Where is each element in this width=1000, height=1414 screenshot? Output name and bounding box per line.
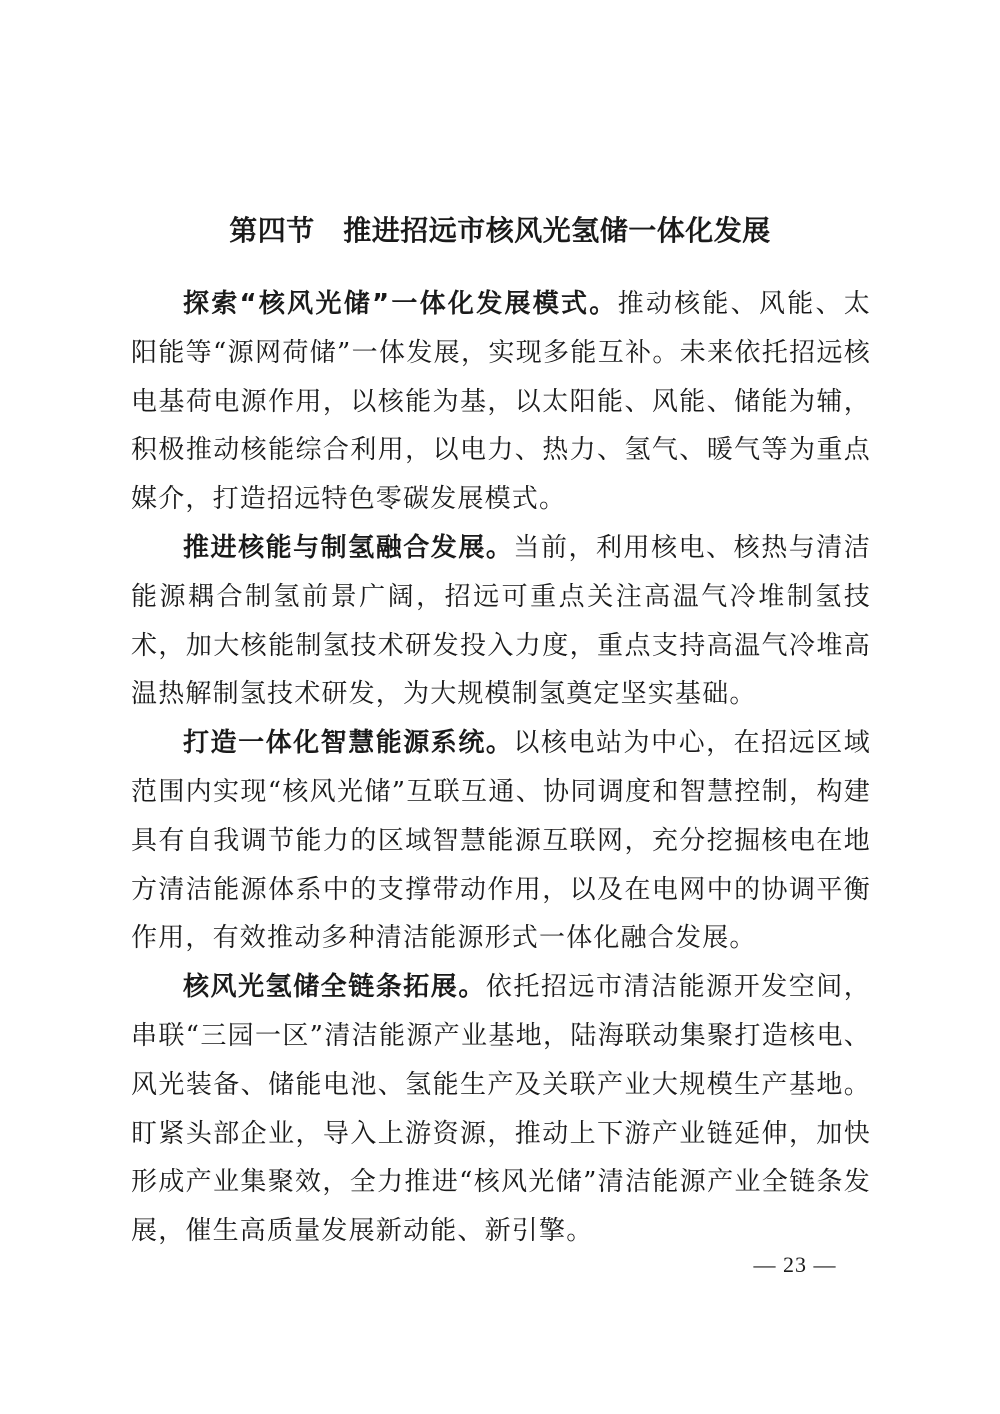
paragraph-lead: 核风光氢储全链条拓展。 xyxy=(183,972,486,1003)
section-title: 第四节 推进招远市核风光氢储一体化发展 xyxy=(229,214,771,248)
paragraph-text: 当前，利用核电、核热与清洁能源耦合制氢前景广阔，招远可重点关注高温气冷堆制氢技术，加大核能制氢技术研发投入力度，重点支持高温气冷堆高温热解制氢技术研发，为大规模制氢奠定坚实基础。 xyxy=(131,532,871,710)
paragraph-text: 依托招远市清洁能源开发空间，串联“三园一区”清洁能源产业基地，陆海联动集聚打造核电、风光装备、储能电池、氢能生产及关联产业大规模生产基地。盯紧头部企业，导入上游资源，推动上下游产业链延伸，加快形成产业集聚效，全力推进“核风光储”清洁能源产业全链条发展，催生高质量发展新动能、新引擎。 xyxy=(131,972,872,1247)
paragraph-text: 推动核能、风能、太阳能等“源网荷储”一体发展，实现多能互补。未来依托招远核电基荷电源作用，以核能为基，以太阳能、风能、储能为辅，积极推动核能综合利用，以电力、热力、氢气、暖气等为重点媒介，打造招远特色零碳发展模式。 xyxy=(131,289,871,515)
paragraph-text: 以核电站为中心，在招远区域范围内实现“核风光储”互联互通、协同调度和智慧控制，构建具有自我调节能力的区域智慧能源互联网，充分挖掘核电在地方清洁能源体系中的支撑带动作用，以及在电网中的协调平衡作用，有效推动多种清洁能源形式一体化融合发展。 xyxy=(131,728,871,954)
paragraph-lead: 打造一体化智慧能源系统。 xyxy=(183,728,514,759)
page-number: — 23 — xyxy=(753,1252,837,1277)
paragraph-lead: 探索“核风光储”一体化发展模式。 xyxy=(183,289,618,319)
paragraph-full-chain-expansion xyxy=(131,963,871,1256)
paragraph-lead: 推进核能与制氢融合发展。 xyxy=(183,532,514,563)
paragraph-smart-energy-system xyxy=(131,719,871,963)
paragraph-nuclear-hydrogen-integration xyxy=(131,524,871,719)
body-text xyxy=(131,280,871,1256)
paragraph-nuclear-wind-solar-storage-model xyxy=(131,280,871,524)
